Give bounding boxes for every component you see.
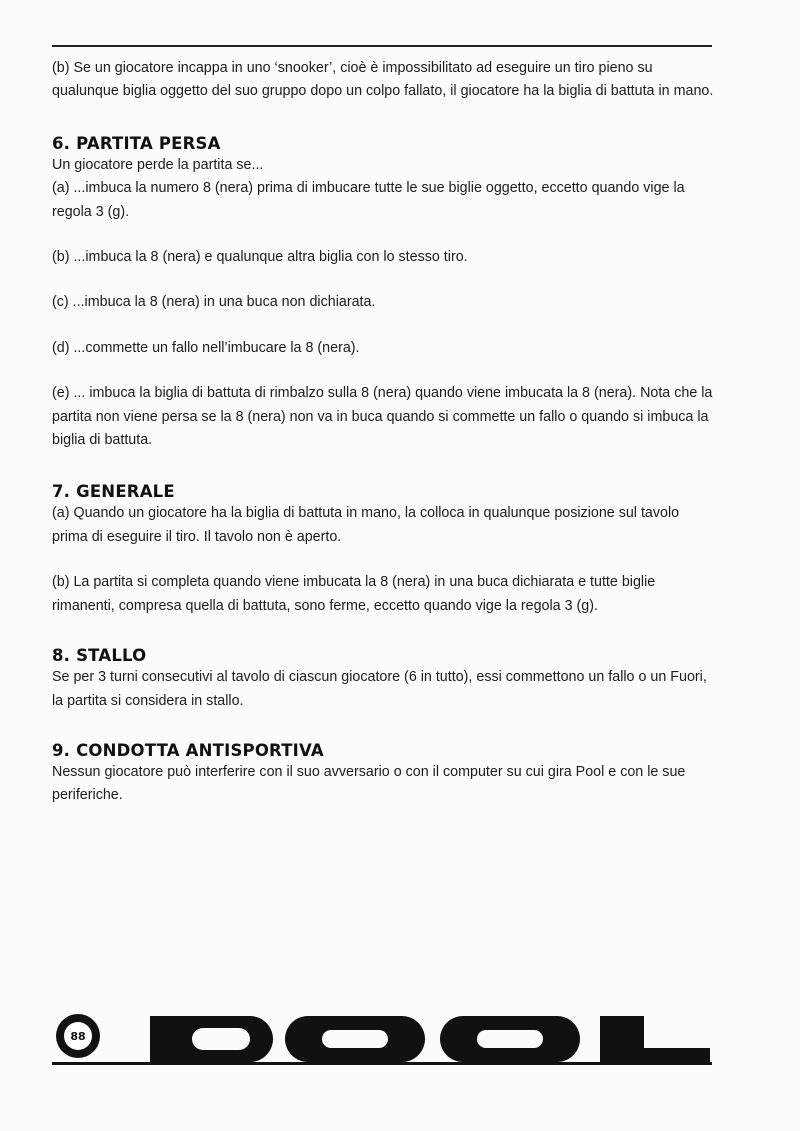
pool-logo [150, 1014, 710, 1062]
logo-letter-o-1 [285, 1016, 425, 1062]
logo-letter-o-2 [440, 1016, 580, 1062]
section6-item-a: (a) ...imbuca la numero 8 (nera) prima di imbucare tutte le sue biglie oggetto, eccetto quando vige la regola 3 (g). [52, 180, 685, 220]
section8-text: Se per 3 turni consecutivi al tavolo di ciascun giocatore (6 in tutto), essi commettono un fallo o un Fuori, la partita si considera in stallo. [52, 669, 707, 709]
page-content [52, 57, 717, 808]
section6-item-d: (d) ...commette un fallo nell’imbucare la 8 (nera). [52, 339, 360, 356]
page-number: 88 [64, 1022, 92, 1050]
section-heading-partita-persa: 6. PARTITA PERSA [52, 133, 221, 153]
logo-letter-l [600, 1016, 710, 1062]
section9-text: Nessun giocatore può interferire con il suo avversario o con il computer su cui gira Pool e con le sue periferiche. [52, 763, 686, 804]
bottom-rule [52, 1062, 712, 1065]
section-heading-generale: 7. GENERALE [52, 482, 175, 502]
top-rule [52, 45, 712, 47]
rule-paragraph-intro-b: (b) Se un giocatore incappa in uno ‘snooker’, cioè è impossibilitato ad eseguire un tiro pieno su qualunque biglia oggetto del suo gruppo dopo un colpo fallato, il giocatore ha la biglia di battuta in mano. [52, 60, 714, 100]
page-footer [52, 1002, 712, 1066]
section6-lead: Un giocatore perde la partita se... [52, 156, 264, 173]
section-heading-condotta-antisportiva: 9. CONDOTTA ANTISPORTIVA [52, 740, 324, 760]
section-heading-stallo: 8. STALLO [52, 646, 147, 666]
section6-item-c: (c) ...imbuca la 8 (nera) in una buca non dichiarata. [52, 294, 376, 311]
section7-item-b: (b) La partita si completa quando viene imbucata la 8 (nera) in una buca dichiarata e tutte biglie rimanenti, compresa quella di battuta, sono ferme, eccetto quando vige la regola 3 (g). [52, 574, 656, 614]
section6-item-b: (b) ...imbuca la 8 (nera) e qualunque altra biglia con lo stesso tiro. [52, 249, 468, 266]
section7-item-a: (a) Quando un giocatore ha la biglia di battuta in mano, la colloca in qualunque posizione sul tavolo prima di eseguire il tiro. Il tavolo non è aperto. [52, 505, 680, 545]
logo-letter-p [150, 1016, 273, 1062]
page-number-badge [56, 1014, 100, 1058]
section6-item-e: (e) ... imbuca la biglia di battuta di rimbalzo sulla 8 (nera) quando viene imbucata la 8 (nera). Nota che la partita non viene persa se la 8 (nera) non va in buca quando si commette un fallo o quando si imbuca la biglia di battuta. [52, 385, 713, 449]
